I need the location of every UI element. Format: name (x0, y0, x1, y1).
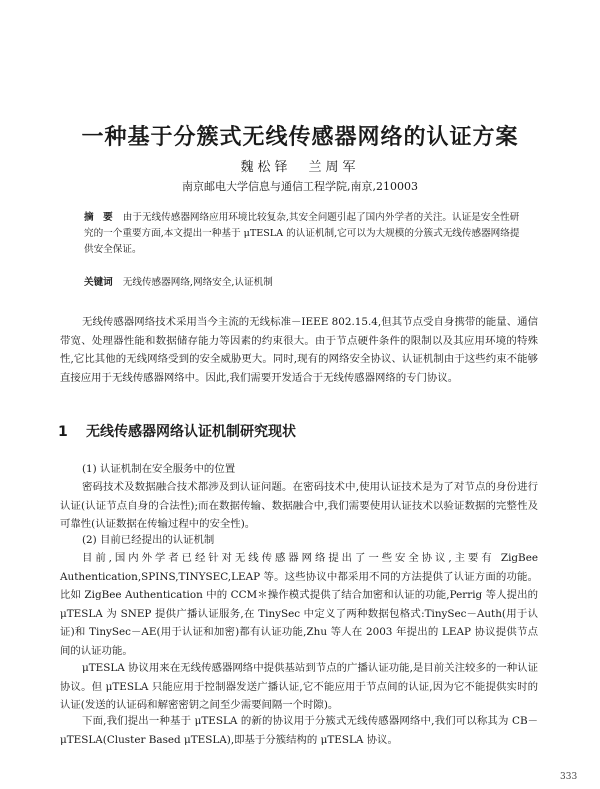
keywords-label: 关键词 (84, 277, 113, 288)
keywords-block (84, 275, 524, 291)
keywords-text: 无线传感器网络,网络安全,认证机制 (122, 277, 273, 288)
proposal-paragraph: 下面,我们提出一种基于 μTESLA 的新的协议用于分簇式无线传感器网络中,我们可以称其为 CB－μTESLA(Cluster Based μTESLA),即基于分簇结构的 μTESLA 协议。 (60, 715, 538, 746)
abstract-text: 由于无线传感器网络应用环境比较复杂,其安全问题引起了国内外学者的关注。认证是安全性研究的一个重要方面,本文提出一种基于 μTESLA 的认证机制,它可以为大规模的分簇式无线传感器网络提供安全保证。 (84, 212, 520, 255)
subsection-1-title: (1) 认证机制在安全服务中的位置 (82, 463, 236, 475)
paper-title: 一种基于分簇式无线传感器网络的认证方案 (81, 125, 519, 150)
abstract-block (84, 210, 524, 258)
section-heading (58, 421, 538, 441)
section-title: 无线传感器网络认证机制研究现状 (86, 424, 296, 440)
subsection-2-title: (2) 目前已经提出的认证机制 (82, 534, 215, 546)
section-number: 1 (58, 424, 68, 440)
subsection-2-paragraph: 目前,国内外学者已经针对无线传感器网络提出了一些安全协议,主要有 ZigBee Authentication,SPINS,TINYSEC,LEAP 等。这些协议中都采用不同的方法提供了认证方面的功能。比如 ZigBee Authentication 中的 CCM＊操作模式提供了结合加密和认证的功能,Perrig 等人提出的 μTESLA 为 SNEP 提供广播认证服务,在 TinySec 中定义了两种数据包格式:TinySec－Auth(用于认证)和 TinySec－AE(用于认证和加密)都有认证功能,Zhu 等人在 2003 年提出的 LEAP 协议提供节点间的认证功能。 (60, 552, 538, 657)
page-number: 333 (560, 772, 578, 782)
subsection-1-paragraph: 密码技术及数据融合技术都涉及到认证问题。在密码技术中,使用认证技术是为了对节点的身份进行认证(认证节点自身的合法性);而在数据传输、数据融合中,我们需要使用认证技术以验证数据的完整性及可靠性(认证数据在传输过程中的安全性)。 (60, 481, 538, 530)
paper-authors: 魏松铎 兰周军 (240, 160, 360, 175)
mutesla-paragraph: μTESLA 协议用来在无线传感器网络中提供基站到节点的广播认证功能,是目前关注较多的一种认证协议。但 μTESLA 只能应用于控制器发送广播认证,它不能应用于节点间的认证,因为它不能提供实时的认证(发送的认证码和解密密钥之间至少需要间隔一个时隙)。 (60, 662, 538, 711)
intro-paragraph: 无线传感器网络技术采用当今主流的无线标准－IEEE 802.15.4,但其节点受自身携带的能量、通信带宽、处理器性能和数据储存能力等因素的约束很大。由于节点硬件条件的限制以及其应用环境的特殊性,它比其他的无线网络受到的安全威胁更大。同时,现有的网络安全协议、认证机制由于这些约束不能够直接应用于无线传感器网络中。因此,我们需要开发适合于无线传感器网络的专门协议。 (60, 316, 538, 384)
abstract-label: 摘 要 (84, 212, 113, 223)
paper-affiliation: 南京邮电大学信息与通信工程学院,南京,210003 (182, 180, 418, 193)
